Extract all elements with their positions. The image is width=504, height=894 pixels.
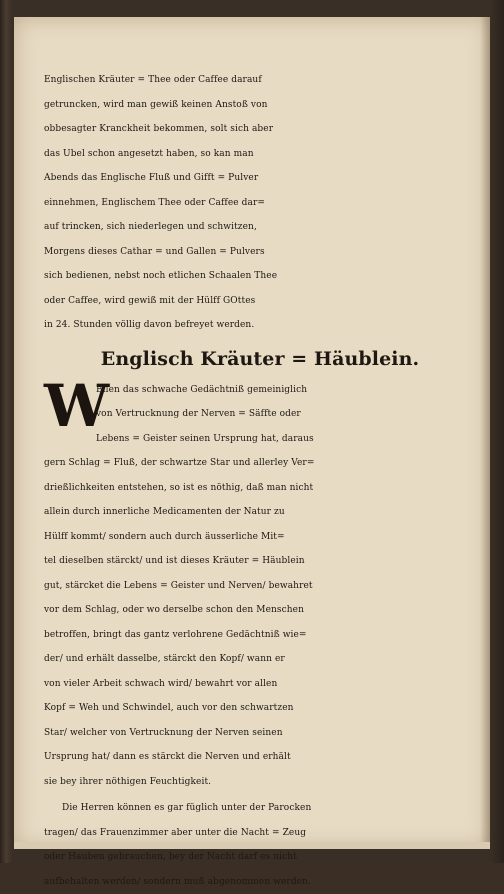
text-line: gern Schlag = Fluß, der schwartze Star und allerley Ver=: [44, 451, 476, 476]
text-line: einnehmen, Englischem Thee oder Caffee dar=: [44, 191, 476, 216]
paragraph-2: [44, 378, 476, 795]
text-line: Abends das Englische Fluß und Gifft = Pulver: [44, 166, 476, 191]
paragraph-3: [44, 796, 476, 894]
text-line: vor dem Schlag, oder wo derselbe schon den Menschen: [44, 598, 476, 623]
text-line: von vieler Arbeit schwach wird/ bewahrt vor allen: [44, 672, 476, 697]
section-heading: Englisch Kräuter = Häublein.: [44, 346, 476, 372]
text-line: Morgens dieses Cathar = und Gallen = Pulvers: [44, 240, 476, 265]
text-line: tel dieselben stärckt/ und ist dieses Kräuter = Häublein: [44, 549, 476, 574]
text-line: auf trincken, sich niederlegen und schwitzen,: [44, 215, 476, 240]
text-line: betroffen, bringt das gantz verlohrene Gedächtniß wie=: [44, 623, 476, 648]
text-line: drießlichkeiten entstehen, so ist es nöthig, daß man nicht: [44, 476, 476, 501]
document-text: [44, 68, 476, 894]
text-line: Die Herren können es gar füglich unter der Parocken: [44, 796, 476, 821]
text-line: oder Caffee, wird gewiß mit der Hülff GOttes: [44, 289, 476, 314]
text-line: sie bey ihrer nöthigen Feuchtigkeit.: [44, 770, 476, 795]
text-line: obbesagter Kranckheit bekommen, solt sich aber: [44, 117, 476, 142]
paragraph-1: [44, 68, 476, 338]
text-line: tragen/ das Frauenzimmer aber unter die Nacht = Zeug: [44, 821, 476, 846]
drop-cap: W: [44, 380, 90, 432]
text-line: sich bedienen, nebst noch etlichen Schaalen Thee: [44, 264, 476, 289]
text-line: der/ und erhält dasselbe, stärckt den Kopf/ wann er: [44, 647, 476, 672]
text-line: getruncken, wird man gewiß keinen Anstoß von: [44, 93, 476, 118]
text-line: in 24. Stunden völlig davon befreyet werden.: [44, 313, 476, 338]
text-line: Lebens = Geister seinen Ursprung hat, daraus: [44, 427, 476, 452]
text-line: allein durch innerliche Medicamenten der Natur zu: [44, 500, 476, 525]
text-line: das Ubel schon angesetzt haben, so kan man: [44, 142, 476, 167]
text-line: Star/ welcher von Vertrucknung der Nerven seinen: [44, 721, 476, 746]
text-line: Ursprung hat/ dann es stärckt die Nerven und erhält: [44, 745, 476, 770]
text-line: Hülff kommt/ sondern auch durch äusserliche Mit=: [44, 525, 476, 550]
text-line: aufbehalten werden/ sondern muß abgenommen werden.: [44, 870, 476, 894]
text-line: gut, stärcket die Lebens = Geister und Nerven/ bewahret: [44, 574, 476, 599]
text-line: Eilen das schwache Gedächtniß gemeiniglich: [44, 378, 476, 403]
text-line: oder Hauben gebrauchen, bey der Nacht darf es nicht: [44, 845, 476, 870]
text-line: Englischen Kräuter = Thee oder Caffee darauf: [44, 68, 476, 93]
text-line: Kopf = Weh und Schwindel, auch vor den schwartzen: [44, 696, 476, 721]
text-line: von Vertrucknung der Nerven = Säffte oder: [44, 402, 476, 427]
